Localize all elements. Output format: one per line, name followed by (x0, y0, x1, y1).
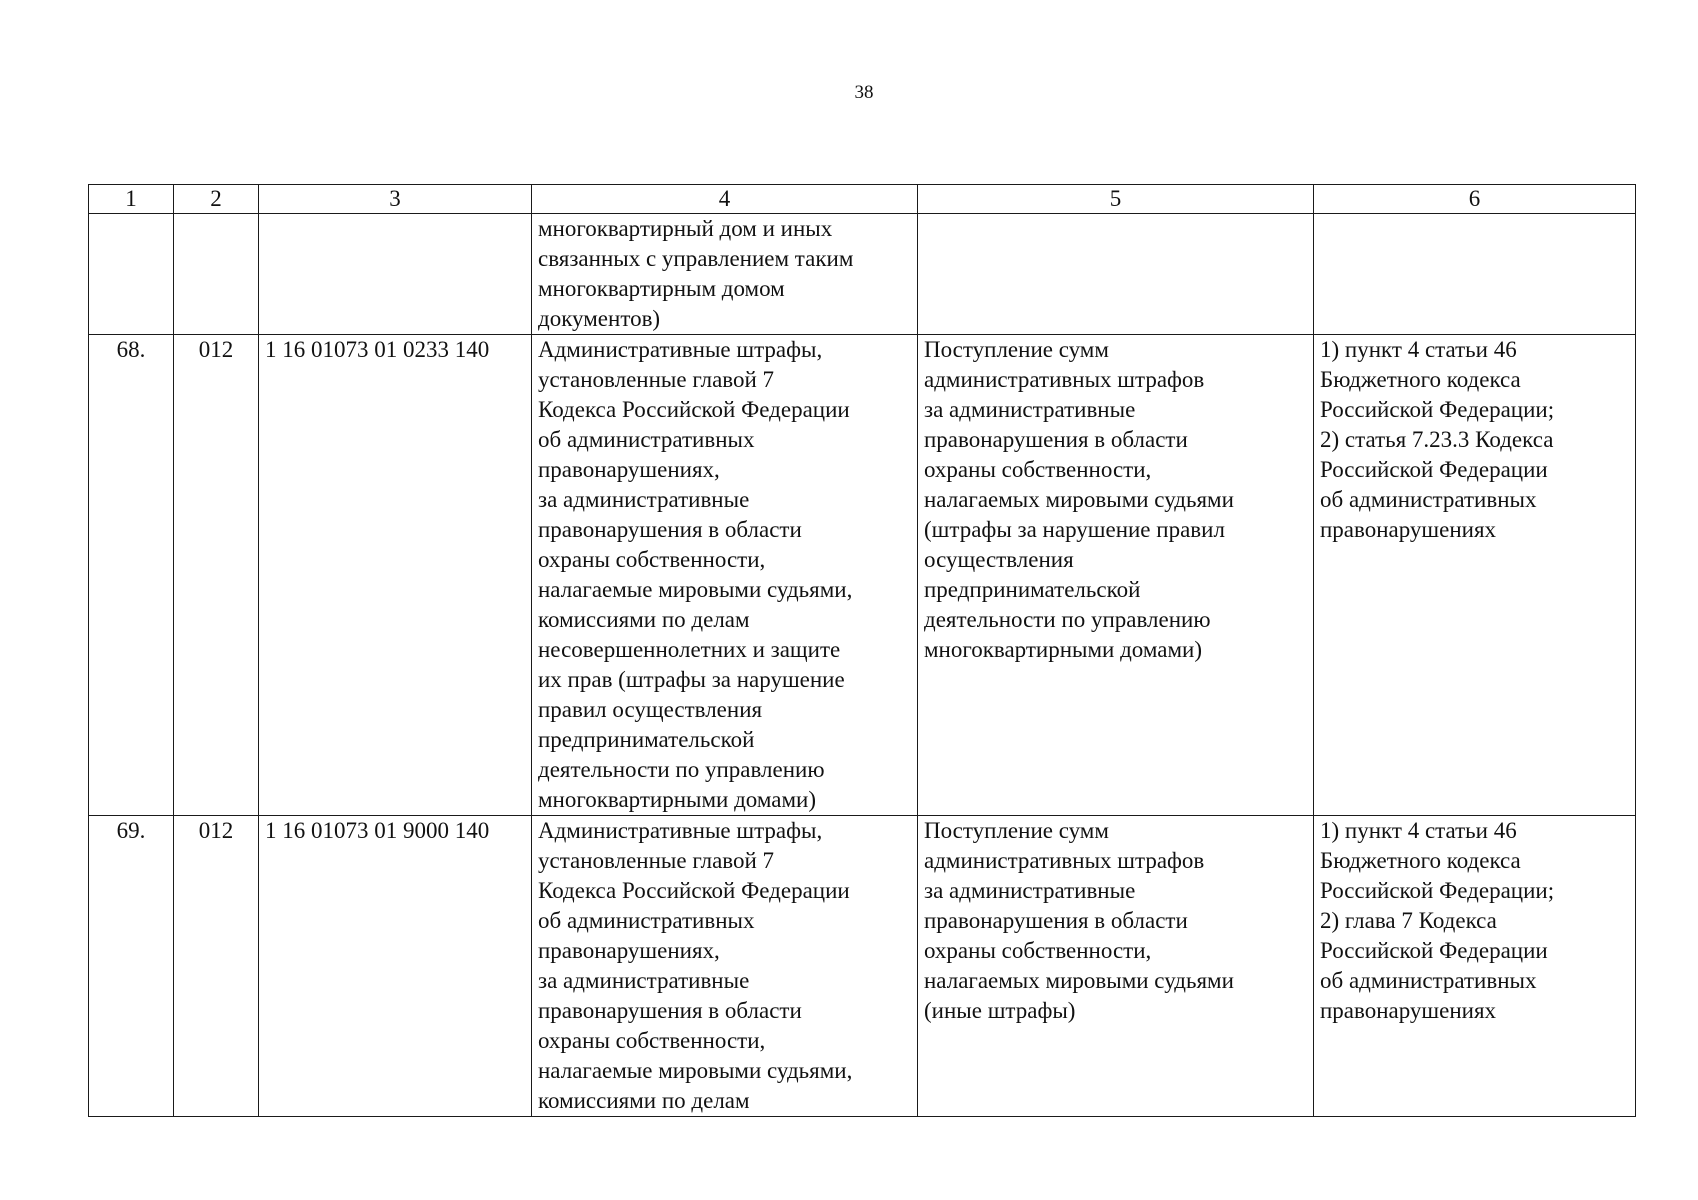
cell-revenue-description (918, 214, 1314, 335)
table-row-69 (89, 816, 1636, 1117)
text-line: налагаемые мировыми судьями, (538, 577, 853, 602)
text-line: (штрафы за нарушение правил (924, 517, 1225, 542)
cell-num (89, 214, 174, 335)
text-line: несовершеннолетних и защите (538, 637, 841, 662)
text-line: охраны собственности, (538, 1028, 766, 1053)
text-line: налагаемые мировыми судьями, (538, 1058, 853, 1083)
text-line: Бюджетного кодекса (1320, 367, 1521, 392)
cell-admin (174, 214, 259, 335)
text-line: налагаемых мировыми судьями (924, 968, 1234, 993)
text-line: деятельности по управлению (538, 757, 825, 782)
text-line: 2) статья 7.23.3 Кодекса (1320, 427, 1554, 452)
text-line: об административных (538, 908, 755, 933)
text-line: правонарушения в области (924, 908, 1188, 933)
text-line: комиссиями по делам (538, 607, 750, 632)
text-line: многоквартирными домами) (924, 637, 1202, 662)
text-line: об административных (1320, 487, 1537, 512)
cell-code: 1 16 01073 01 0233 140 (259, 335, 532, 816)
text-line: Кодекса Российской Федерации (538, 878, 850, 903)
cell-admin: 012 (174, 335, 259, 816)
text-line: охраны собственности, (924, 938, 1152, 963)
text-line: 1) пункт 4 статьи 46 (1320, 337, 1517, 362)
text-line: налагаемых мировыми судьями (924, 487, 1234, 512)
header-col-1: 1 (89, 185, 174, 214)
text-line: многоквартирным домом (538, 276, 785, 301)
text-line: Бюджетного кодекса (1320, 848, 1521, 873)
header-col-6: 6 (1314, 185, 1636, 214)
header-col-3: 3 (259, 185, 532, 214)
text-line: многоквартирный дом и иных (538, 216, 833, 241)
text-line: правонарушениях (1320, 517, 1497, 542)
text-line: Российской Федерации (1320, 938, 1548, 963)
text-line: установленные главой 7 (538, 848, 775, 873)
text-line: 1) пункт 4 статьи 46 (1320, 818, 1517, 843)
text-line: связанных с управлением таким (538, 246, 854, 271)
cell-admin: 012 (174, 816, 259, 1117)
text-line: правонарушения в области (538, 998, 802, 1023)
text-line: Поступление сумм (924, 818, 1109, 843)
text-line: Поступление сумм (924, 337, 1109, 362)
text-line: за административные (538, 487, 750, 512)
text-line: комиссиями по делам (538, 1088, 750, 1113)
table-header-row (89, 185, 1636, 214)
cell-legal-basis (1314, 816, 1636, 1117)
cell-code: 1 16 01073 01 9000 140 (259, 816, 532, 1117)
page-number: 38 (854, 82, 874, 103)
cell-revenue-description (918, 816, 1314, 1117)
text-line: (иные штрафы) (924, 998, 1076, 1023)
text-line: многоквартирными домами) (538, 787, 816, 812)
cell-legal-basis (1314, 214, 1636, 335)
text-line: предпринимательской (538, 727, 755, 752)
revenue-codes-table (88, 184, 1636, 1117)
text-line: Российской Федерации; (1320, 397, 1555, 422)
text-line: правонарушениях, (538, 457, 720, 482)
table-row-continuation (89, 214, 1636, 335)
text-line: их прав (штрафы за нарушение (538, 667, 845, 692)
text-line: об административных (538, 427, 755, 452)
text-line: осуществления (924, 547, 1074, 572)
cell-num: 68. (89, 335, 174, 816)
text-line: охраны собственности, (924, 457, 1152, 482)
text-line: правонарушениях, (538, 938, 720, 963)
text-line: правил осуществления (538, 697, 763, 722)
header-col-5: 5 (918, 185, 1314, 214)
text-line: Административные штрафы, (538, 337, 823, 362)
table-row-68 (89, 335, 1636, 816)
header-col-4: 4 (532, 185, 918, 214)
text-line: Административные штрафы, (538, 818, 823, 843)
cell-description (532, 335, 918, 816)
cell-revenue-description (918, 335, 1314, 816)
text-line: административных штрафов (924, 367, 1205, 392)
cell-num: 69. (89, 816, 174, 1117)
text-line: за административные (924, 878, 1136, 903)
cell-description (532, 816, 918, 1117)
text-line: правонарушения в области (924, 427, 1188, 452)
header-col-2: 2 (174, 185, 259, 214)
cell-legal-basis (1314, 335, 1636, 816)
text-line: 2) глава 7 Кодекса (1320, 908, 1497, 933)
text-line: правонарушениях (1320, 998, 1497, 1023)
cell-description (532, 214, 918, 335)
text-line: установленные главой 7 (538, 367, 775, 392)
text-line: Российской Федерации (1320, 457, 1548, 482)
text-line: правонарушения в области (538, 517, 802, 542)
text-line: за административные (538, 968, 750, 993)
text-line: за административные (924, 397, 1136, 422)
text-line: Кодекса Российской Федерации (538, 397, 850, 422)
text-line: предпринимательской (924, 577, 1141, 602)
text-line: документов) (538, 306, 661, 331)
text-line: охраны собственности, (538, 547, 766, 572)
text-line: Российской Федерации; (1320, 878, 1555, 903)
text-line: деятельности по управлению (924, 607, 1211, 632)
text-line: об административных (1320, 968, 1537, 993)
cell-code (259, 214, 532, 335)
text-line: административных штрафов (924, 848, 1205, 873)
